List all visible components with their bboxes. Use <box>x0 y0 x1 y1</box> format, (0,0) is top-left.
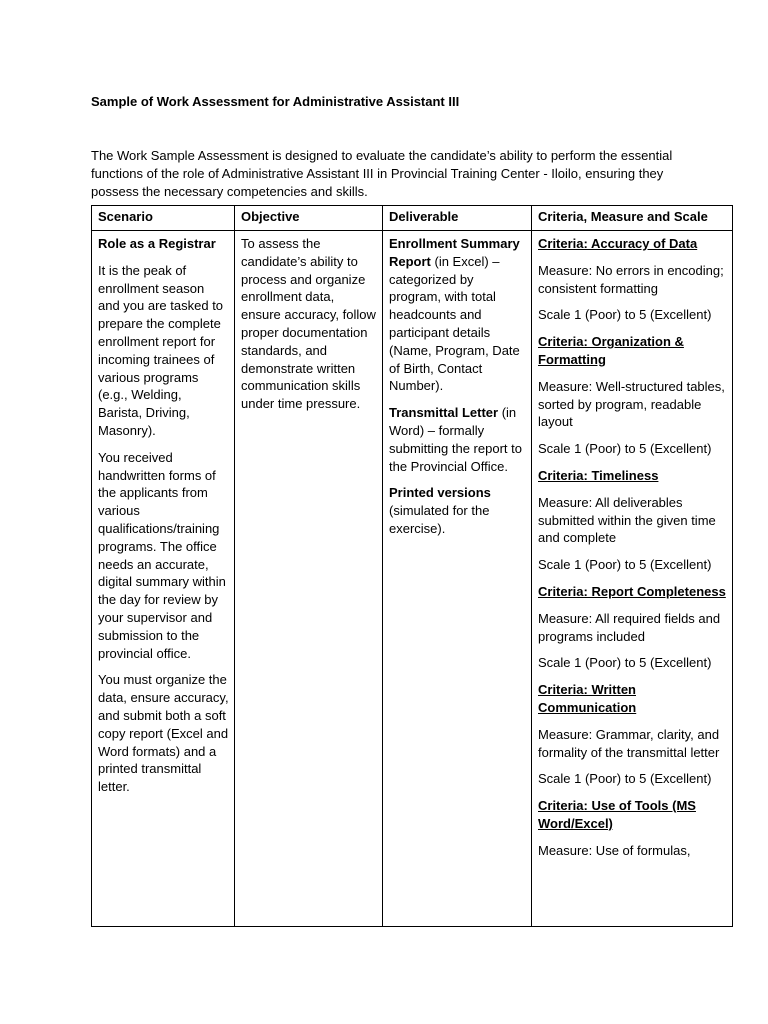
scenario-paragraph: You received handwritten forms of the applicants from various qualifications/training programs. The office needs an accurate, digital summary within the day for review by your supervisor and submission to the provincial office. <box>98 449 226 661</box>
header-criteria: Criteria, Measure and Scale <box>532 206 733 231</box>
header-objective: Objective <box>235 206 383 231</box>
deliverable-description: (simulated for the exercise). <box>389 503 490 536</box>
scenario-paragraph: It is the peak of enrollment season and you are tasked to prepare the complete enrollment report for incoming trainees of various programs (e.g., Welding, Barista, Driving, Masonry). <box>98 262 224 438</box>
document-title: Sample of Work Assessment for Administrative Assistant III <box>91 94 460 109</box>
criteria-measure: Measure: All required fields and programs included <box>538 610 721 644</box>
deliverable-title: Enrollment Summary Report <box>389 236 520 269</box>
criteria-scale: Scale 1 (Poor) to 5 (Excellent) <box>538 771 712 787</box>
criteria-scale: Scale 1 (Poor) to 5 (Excellent) <box>538 557 712 573</box>
table-header-row <box>92 206 733 231</box>
criteria-name: Criteria: Timeliness <box>538 467 659 483</box>
criteria-scale: Scale 1 (Poor) to 5 (Excellent) <box>538 655 712 671</box>
criteria-measure: Measure: Well-structured tables, sorted by program, readable layout <box>538 378 725 430</box>
intro-paragraph: The Work Sample Assessment is designed to evaluate the candidate’s ability to perform the essential functions of the role of Administrative Assistant III in Provincial Training Center - Iloilo, ensuring they possess the necessary competencies and skills. <box>91 148 673 199</box>
criteria-cell <box>532 231 733 927</box>
scenario-heading: Role as a Registrar <box>98 236 216 251</box>
deliverable-item <box>389 235 526 395</box>
assessment-table <box>91 205 733 927</box>
deliverable-description: (in Excel) – categorized by program, with total headcounts and participant details (Name, Program, Date of Birth, Contact Number). <box>389 253 520 394</box>
scenario-cell <box>92 231 235 927</box>
deliverable-item <box>389 484 526 537</box>
criteria-measure: Measure: All deliverables submitted within the given time and complete <box>538 494 716 546</box>
objective-cell <box>235 231 383 927</box>
deliverable-title: Transmittal Letter <box>389 405 499 421</box>
deliverable-description: (in Word) – formally submitting the report to the Provincial Office. <box>389 405 522 474</box>
deliverable-cell <box>383 231 532 927</box>
criteria-measure: Measure: Grammar, clarity, and formality of the transmittal letter <box>538 726 720 760</box>
criteria-name: Criteria: Accuracy of Data <box>538 236 698 251</box>
deliverable-title: Printed versions <box>389 485 491 501</box>
objective-text: To assess the candidate’s ability to process and organize enrollment data, ensure accuracy, follow proper documentation standards, and demonstrate written communication skills under time pressure. <box>241 236 376 412</box>
criteria-name: Criteria: Organization & Formatting <box>538 334 684 367</box>
criteria-name: Criteria: Report Completeness <box>538 583 726 599</box>
criteria-scale: Scale 1 (Poor) to 5 (Excellent) <box>538 307 712 323</box>
criteria-name: Criteria: Use of Tools (MS Word/Excel) <box>538 798 696 831</box>
deliverable-item <box>389 404 526 475</box>
scenario-paragraph: You must organize the data, ensure accuracy, and submit both a soft copy report (Excel and Word formats) and a printed transmittal letter. <box>98 672 229 795</box>
criteria-name: Criteria: Written Communication <box>538 682 637 715</box>
table-row <box>92 231 733 927</box>
criteria-measure: Measure: Use of formulas, <box>538 842 691 858</box>
criteria-measure: Measure: No errors in encoding; consistent formatting <box>538 262 724 296</box>
criteria-scale: Scale 1 (Poor) to 5 (Excellent) <box>538 441 712 457</box>
header-scenario: Scenario <box>92 206 235 231</box>
header-deliverable: Deliverable <box>383 206 532 231</box>
